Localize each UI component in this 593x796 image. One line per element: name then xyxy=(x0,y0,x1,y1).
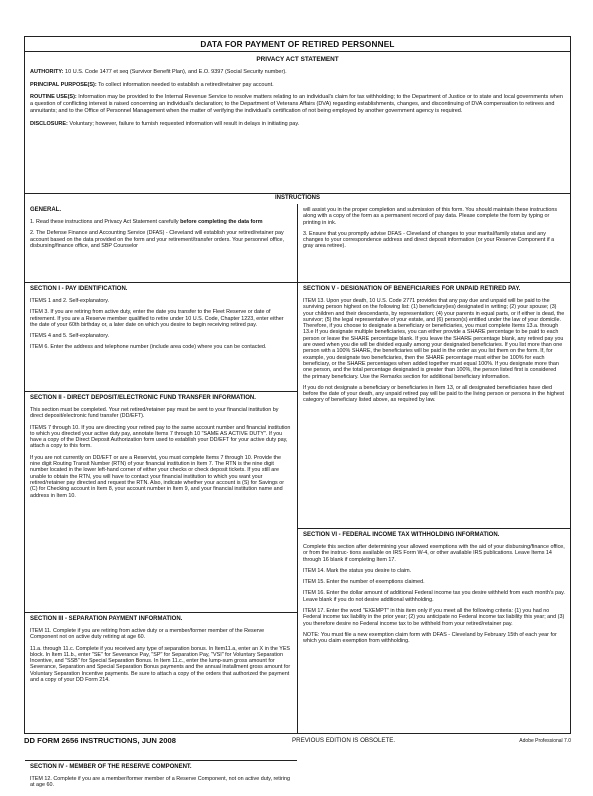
principal-purpose-label: PRINCIPAL PURPOSE(S): xyxy=(30,81,97,88)
form-title: DATA FOR PAYMENT OF RETIRED PERSONNEL xyxy=(25,37,570,52)
section-vi-item-17: ITEM 17. Enter the word "EXEMPT" in this item only if you meet all the following criteria: (1) you had no Federal income tax liability in the prior year; (2) you anticipate no Federal income tax liability this year; and (3) you therefore desire no Federal income tax to be withheld from your retired/retainer pay. xyxy=(303,608,565,627)
software-label: Adobe Professional 7.0 xyxy=(519,738,571,744)
disclosure-text: Voluntary; however, failure to furnish requested information will result in delays in initiating pay. xyxy=(67,120,300,127)
section-v xyxy=(298,283,570,529)
section-i xyxy=(25,283,297,392)
general-item-2: 2. The Defense Finance and Accounting Service (DFAS) - Cleveland will establish your retired/retainer pay account based on the data provided on the form and your retirement/transfer orders. Your personnel office, disbursing/finance office, and SBP Counselor xyxy=(30,230,285,249)
section-ii xyxy=(25,392,297,613)
section-iii-title: SECTION III - SEPARATION PAYMENT INFORMATION. xyxy=(30,616,183,622)
general-section xyxy=(25,204,297,283)
general-continued: will assist you in the proper completion and submission of this form. You should maintain these instructions along with a copy of the form as a permanent record of pay data. Please complete the form by typing or printing in ink. xyxy=(303,207,558,226)
authority-text: 10 U.S. Code 1477 et seq (Survivor Benefit Plan), and E.O. 9397 (Social Security number). xyxy=(63,69,287,75)
general-item-1-text: 1. Read these instructions and Privacy Act Statement carefully xyxy=(30,219,181,225)
section-vi-item-15: ITEM 15. Enter the number of exemptions claimed. xyxy=(303,579,425,586)
instructions-header: INSTRUCTIONS xyxy=(275,195,320,201)
general-item-3: 3. Ensure that you promptly advise DFAS - Cleveland of changes to your marital/family status and any changes to your correspondence address and direct deposit information (or your Reserve Component if a gray area retiree). xyxy=(303,230,555,250)
form-identifier: DD FORM 2656 INSTRUCTIONS, JUN 2008 xyxy=(24,736,176,745)
general-item-1-bold: before completing the data form xyxy=(180,219,263,225)
disclosure-paragraph xyxy=(30,121,565,128)
section-vi-intro: Complete this section after determining your allowed exemptions with the aid of your disbursing/finance office, or from the instruc- tions available on IRS Form W-4, or other available IRS publications. Leave Items 14 through 16 blank if completing Item 17. xyxy=(303,544,565,563)
section-ii-rtn: If you are not currently on DD/EFT or are a Reservist, you must complete Items 7 through 10. Provide the nine digit Routing Transit Number (RTN) of your financial institution in Item 7. The RTN is the nine digit number located in the lower left-hand corner of either your checks or check deposit tickets. If you still are unable to obtain the RTN, you will have to contact your financial institution to which you want your retired/retainer pay directed and request the RTN. Also, indicate whether your account is (S) for Savings or (C) for Checking account in Item 8, your account number in Item 9, and your financial institution name and address in Item 10. xyxy=(30,454,284,499)
section-i-title: SECTION I - PAY IDENTIFICATION. xyxy=(30,286,128,292)
form-footer xyxy=(24,736,571,750)
privacy-act-statement xyxy=(25,52,570,194)
general-section-cont xyxy=(298,204,570,283)
general-item-1 xyxy=(30,219,292,225)
privacy-act-header: PRIVACY ACT STATEMENT xyxy=(256,56,339,63)
section-v-title: SECTION V - DESIGNATION OF BENEFICIARIES FOR UNPAID RETIRED PAY. xyxy=(303,286,521,292)
instructions-right-column xyxy=(298,204,570,733)
section-ii-title: SECTION II - DIRECT DEPOSIT/ELECTRONIC FUND TRANSFER INFORMATION. xyxy=(30,395,256,401)
section-iv xyxy=(25,761,297,796)
principal-purpose-text: To collect information needed to establish a retired/retainer pay account. xyxy=(96,81,274,88)
authority-paragraph xyxy=(30,69,565,76)
section-vi-item-14: ITEM 14. Mark the status you desire to claim. xyxy=(303,567,412,574)
principal-purpose-paragraph xyxy=(30,82,565,89)
routine-use-text: Information may be provided to the Internal Revenue Service to resolve matters relating to an individual's claim for tax withholding; to the Department of Justice or to state and local governments when a question of conflicting interest is raised concerning an individual's declaration; to the Department of Veterans Affairs (DVA) regarding establishments, changes, and discontinuing of DVA compensation to retirees and annuitants; and to the Office of Personnel Management when the matter of verifying the individual's certification of not being employed by another government agency is required. xyxy=(30,94,563,114)
section-vi-item-16: ITEM 16. Enter the dollar amount of additional Federal income tax you desire withheld from each month's pay. Leave blank if you do not desire additional withholding. xyxy=(303,590,565,603)
routine-use-label: ROUTINE USE(S): xyxy=(30,94,77,101)
section-v-no-designation: If you do not designate a beneficiary or beneficiaries in Item 13, or all designated beneficiaries have died before the date of your death, any unpaid retired pay will be paid to the living person or persons in the highest category of beneficiary listed above, as required by law. xyxy=(303,384,565,404)
section-iii-item-11a-c: 11.a. through 11.c. Complete if you received any type of separation bonus. In Item11.a, enter an X in the YES block. In Item 11.b., enter "SE" for Severance Pay, "SP" for Separation Pay, "VSI" for Voluntary Separation Incentive, and "SSB" for Special Separation Bonus. In Item 11.c., enter the lump-sum gross amount for Severance, Separation and Special Separation Bonus payments and the annual installment gross amount for Voluntary Separation Incentive payments. Be sure to attach a copy of the orders that authorized the payment and a copy of your DD Form 214. xyxy=(30,645,291,684)
section-i-item-3: ITEM 3. If you are retiring from active duty, enter the date you transfer to the Fleet Reserve or date of retirement. If you are a Reserve member qualified to retire under 10 U.S. Code, Chapter 1223, enter either the date of your 60th birthday or, a later date on which you desire to begin receiving retired pay. xyxy=(30,309,284,328)
section-iv-item-12: ITEM 12. Complete if you are a member/former member of a Reserve Component, not on active duty, retiring at age 60. xyxy=(30,776,290,789)
authority-label: AUTHORITY: xyxy=(30,69,64,75)
section-iii-item-11: ITEM 11. Complete if you are retiring from active duty or a member/former member of the Reserve Component not on active duty retiring at age 60. xyxy=(30,628,265,641)
general-title: GENERAL. xyxy=(30,207,62,213)
section-i-items-4-5: ITEMS 4 and 5. Self-explanatory. xyxy=(30,333,110,340)
disclosure-label: DISCLOSURE: xyxy=(30,120,68,127)
routine-use-paragraph xyxy=(30,94,565,114)
section-vi-note: NOTE: You must file a new exemption claim form with DFAS - Cleveland by February 15th of each year for which you claim exemption from withholding. xyxy=(303,631,557,645)
section-i-items-1-2: ITEMS 1 and 2. Self-explanatory. xyxy=(30,298,110,304)
section-vi xyxy=(298,529,570,652)
section-v-item-13: ITEM 13. Upon your death, 10 U.S. Code 2771 provides that any pay due and unpaid will be paid to the surviving person highest on the following list: (1) beneficiary(ies) designated in writing; (2) your spouse; (3) your children and their descendants, by representation; (4) your parents in equal parts, or if either is dead, the survivor; (5) the legal representative of your estate, and (6) person(s) entitled under the law of your domicile. Therefore, if you choose to designate a beneficiary or beneficiaries, you must complete Items 13.a. through 13.e If you designate multiple beneficiaries, you can either provide a SHARE percentage to be paid to each person or leave the SHARE percentage blank. If you leave the SHARE percentage blank, any retired pay you are owed when you die will be divided equally among your designated beneficiaries. If you list more than one person with a 100% SHARE, the beneficiaries will be paid in the order as you list them on the form. If, for example, you designate two beneficiaries, then the SHARE percentage must either be 100% for each beneficiary, or the SHARE percentages when added together must equal 100%. If you designate more than one person, and the total percentage designated is greater than 100%, the person listed first is considered the primary beneficiary. Use the Remarks section for additional beneficiary information. xyxy=(303,298,565,380)
section-i-item-6: ITEM 6. Enter the address and telephone number (include area code) where you can be contacted. xyxy=(30,344,267,351)
section-iv-title: SECTION IV - MEMBER OF THE RESERVE COMPONENT. xyxy=(30,764,192,770)
section-vi-title: SECTION VI - FEDERAL INCOME TAX WITHHOLDING INFORMATION. xyxy=(303,532,500,538)
section-ii-intro: This section must be completed. Your net retired/retainer pay must be sent to your financial institution by direct deposit/electronic fund transfer (DD/EFT). xyxy=(30,407,279,420)
edition-notice: PREVIOUS EDITION IS OBSOLETE. xyxy=(292,737,396,744)
section-ii-items-7-10: ITEMS 7 through 10. If you are directing your retired pay to the same account number and financial institution to which you directed your active duty pay, annotate Items 7 through 10 "SAME AS ACTIVE DUTY". If you have a copy of the Direct Deposit Authorization form used to establish your DD/EFT for your active duty pay, attach a copy to this form. xyxy=(30,424,291,450)
